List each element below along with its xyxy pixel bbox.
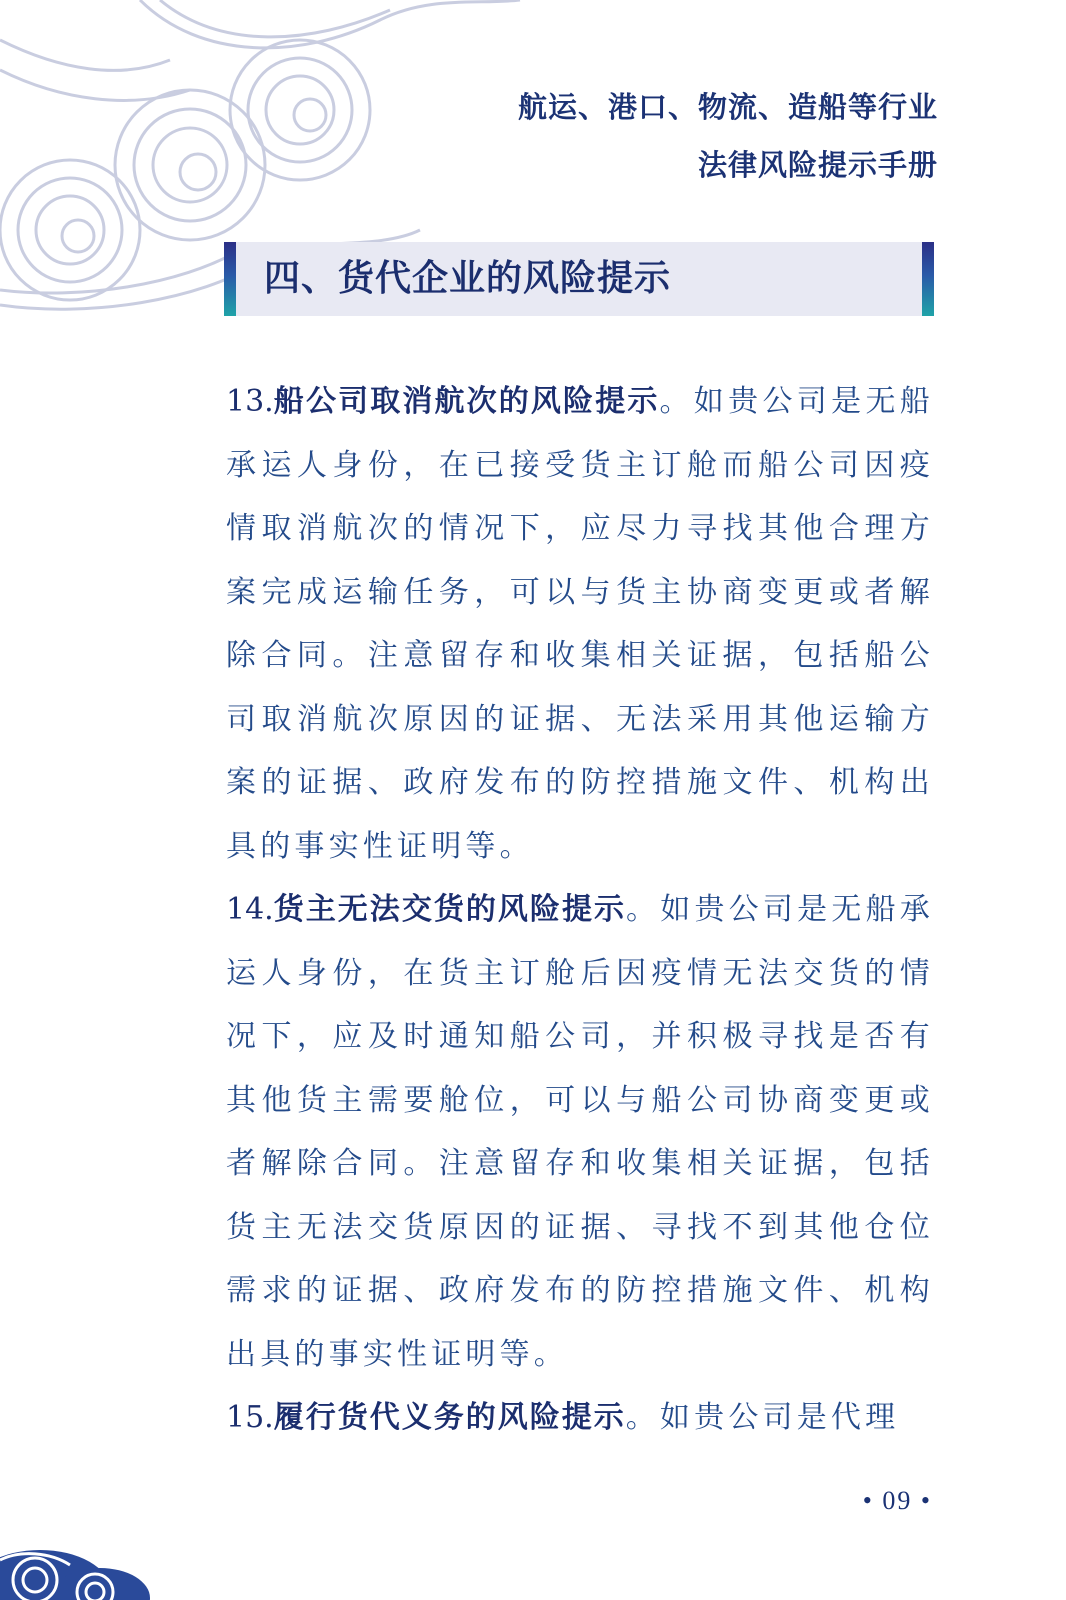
paragraph-body: 。如贵公司是代理 [625, 1400, 900, 1435]
running-header [518, 78, 938, 194]
paragraph-heading [226, 1400, 626, 1435]
header-line-1: 航运、港口、物流、造船等行业 [517, 90, 938, 124]
paragraph-13 [226, 370, 934, 878]
banner-accent-bar-left [224, 242, 236, 316]
section-title-banner [224, 242, 934, 316]
body-content [226, 370, 934, 1450]
cloud-decoration-bottom-icon [0, 1480, 150, 1600]
paragraph-heading [226, 892, 626, 927]
paragraph-body: 。如贵公司是无船承运人身份，在货主订舱后因疫情无法交货的情况下，应及时通知船公司，并积极寻找是否有其他货主需要舱位，可以与船公司协商变更或者解除合同。注意留存和收集相关证据，包括货主无法交货原因的证据、寻找不到其他仓位需求的证据、政府发布的防控措施文件、机构出具的事实性证明等。 [226, 892, 934, 1372]
paragraph-heading-text: 货主无法交货的风险提示 [273, 892, 626, 927]
paragraph-number: 14. [226, 892, 274, 927]
paragraph-14 [226, 878, 934, 1386]
paragraph-heading-text: 履行货代义务的风险提示 [273, 1400, 626, 1435]
paragraph-heading [226, 384, 659, 419]
paragraph-15 [226, 1386, 934, 1450]
paragraph-heading-text: 船公司取消航次的风险提示 [273, 384, 660, 419]
banner-accent-bar-right [922, 242, 934, 316]
paragraph-number: 15. [226, 1400, 274, 1435]
section-title: 四、货代企业的风险提示 [264, 258, 672, 299]
page-number: • 09 • [862, 1486, 932, 1515]
paragraph-body: 。如贵公司是无船承运人身份，在已接受货主订舱而船公司因疫情取消航次的情况下，应尽力寻找其他合理方案完成运输任务，可以与货主协商变更或者解除合同。注意留存和收集相关证据，包括船公司取消航次原因的证据、无法采用其他运输方案的证据、政府发布的防控措施文件、机构出具的事实性证明等。 [226, 384, 935, 864]
paragraph-number: 13. [226, 384, 274, 419]
header-line-2: 法律风险提示手册 [697, 148, 938, 182]
